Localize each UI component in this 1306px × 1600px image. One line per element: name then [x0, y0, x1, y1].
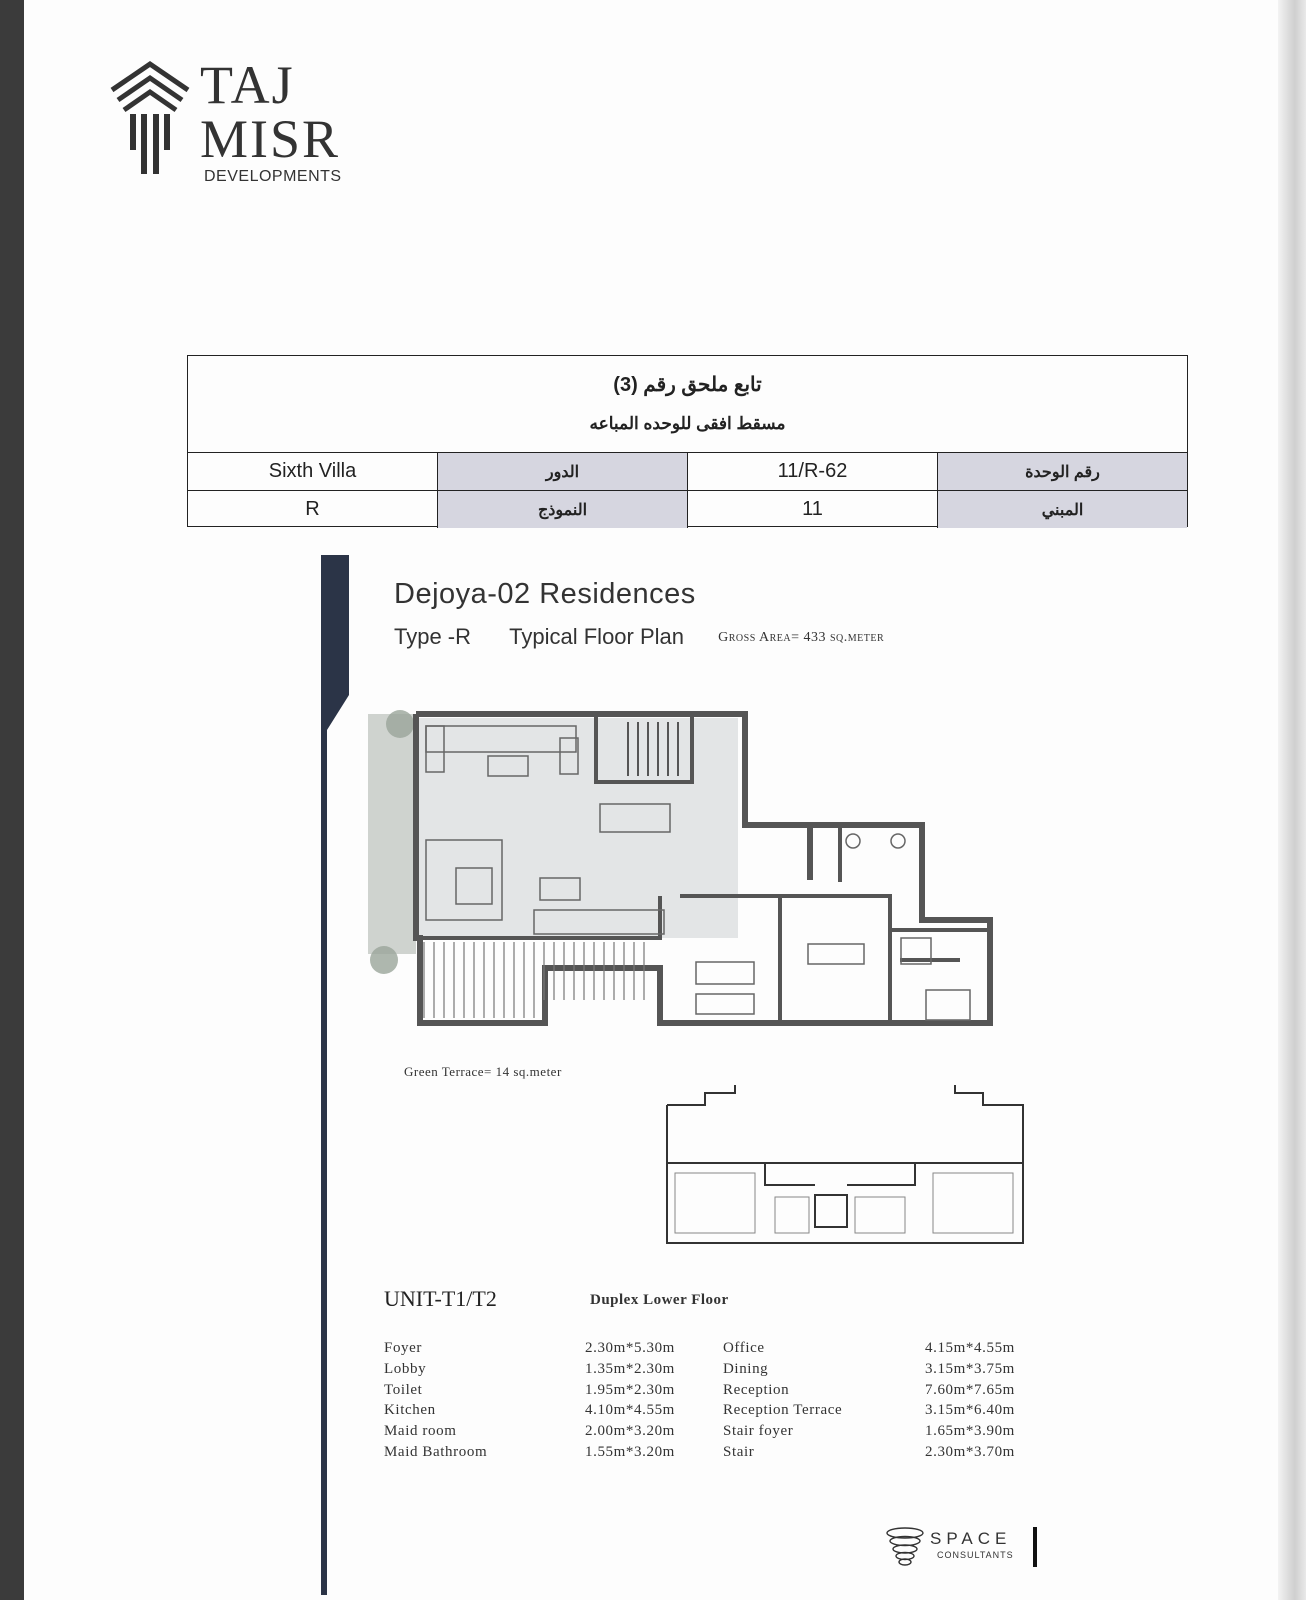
annex-table — [187, 355, 1188, 527]
plan-name: Typical Floor Plan — [509, 624, 685, 649]
scan-right-edge — [1278, 0, 1306, 1600]
taj-misr-logo — [108, 55, 378, 188]
annex-title: تابع ملحق رقم (3) — [613, 374, 762, 396]
room-size: 2.30m*5.30m — [585, 1340, 675, 1356]
green-terrace-label: Green Terrace= 14 sq.meter — [404, 1064, 562, 1079]
model-label: النموذج — [438, 491, 688, 528]
room-names-left — [384, 1338, 487, 1463]
space-consultants-logo — [885, 1525, 1035, 1575]
room-size: 3.15m*6.40m — [925, 1402, 1015, 1419]
brand-name-taj: TAJ — [200, 55, 295, 115]
plan-subtitle — [394, 624, 884, 650]
room-sizes-left — [585, 1338, 675, 1463]
room-name: Maid Bathroom — [384, 1443, 488, 1460]
floor-plan-drawing — [360, 700, 1020, 1090]
floor-value: Sixth Villa — [188, 453, 438, 490]
annex-row-building — [188, 491, 1187, 528]
room-size: 1.65m*3.90m — [925, 1423, 1015, 1440]
brand-developments: DEVELOPMENTS — [204, 168, 342, 185]
room-name: Office — [723, 1340, 765, 1356]
room-name: Lobby — [384, 1360, 427, 1377]
room-names-right — [723, 1338, 842, 1463]
consultant-bar — [1033, 1527, 1037, 1567]
room-size: 3.15m*3.75m — [925, 1360, 1015, 1377]
consultant-name: SPACE — [930, 1529, 1012, 1548]
project-title: Dejoya-02 Residences — [394, 578, 696, 610]
room-name: Stair foyer — [723, 1423, 794, 1440]
floor-label-duplex: Duplex Lower Floor — [590, 1292, 729, 1308]
room-size: 4.10m*4.55m — [585, 1402, 675, 1419]
annex-header — [188, 356, 1187, 453]
vertical-accent-bar — [321, 555, 349, 1595]
building-label: المبني — [938, 491, 1187, 528]
room-name: Kitchen — [384, 1402, 436, 1419]
room-size: 2.00m*3.20m — [585, 1423, 675, 1440]
model-value: R — [188, 491, 438, 528]
floor-label: الدور — [438, 453, 688, 490]
room-size: 2.30m*3.70m — [925, 1443, 1015, 1460]
room-name: Toilet — [384, 1381, 423, 1398]
room-size: 1.95m*2.30m — [585, 1381, 675, 1398]
building-value: 11 — [688, 491, 938, 528]
unit-label: UNIT-T1/T2 — [384, 1286, 497, 1311]
annex-row-unit — [188, 453, 1187, 491]
room-name: Dining — [723, 1360, 769, 1377]
room-name: Foyer — [384, 1340, 422, 1356]
swirl-logo-icon — [885, 1525, 925, 1569]
room-name: Reception — [723, 1381, 790, 1398]
room-size: 7.60m*7.65m — [925, 1381, 1015, 1398]
annex-subtitle: مسقط افقى للوحده المباعه — [589, 414, 786, 433]
unit-number-value: 11/R-62 — [688, 453, 938, 490]
gross-area: Gross Area= 433 sq.meter — [718, 630, 885, 646]
scan-left-edge — [0, 0, 24, 1600]
room-sizes-right — [925, 1338, 1015, 1463]
unit-number-label: رقم الوحدة — [938, 453, 1187, 490]
plan-type: Type -R — [394, 624, 472, 649]
room-name: Stair — [723, 1443, 755, 1460]
key-plan-drawing — [665, 1085, 1025, 1275]
room-size: 4.15m*4.55m — [925, 1340, 1015, 1356]
consultant-sub: CONSULTANTS — [937, 1550, 1014, 1560]
brand-name-misr: MISR — [200, 109, 341, 169]
room-size: 1.55m*3.20m — [585, 1443, 675, 1460]
building-columns-icon — [108, 58, 192, 180]
room-size: 1.35m*2.30m — [585, 1360, 675, 1377]
room-name: Reception Terrace — [723, 1402, 843, 1419]
room-name: Maid room — [384, 1423, 457, 1440]
